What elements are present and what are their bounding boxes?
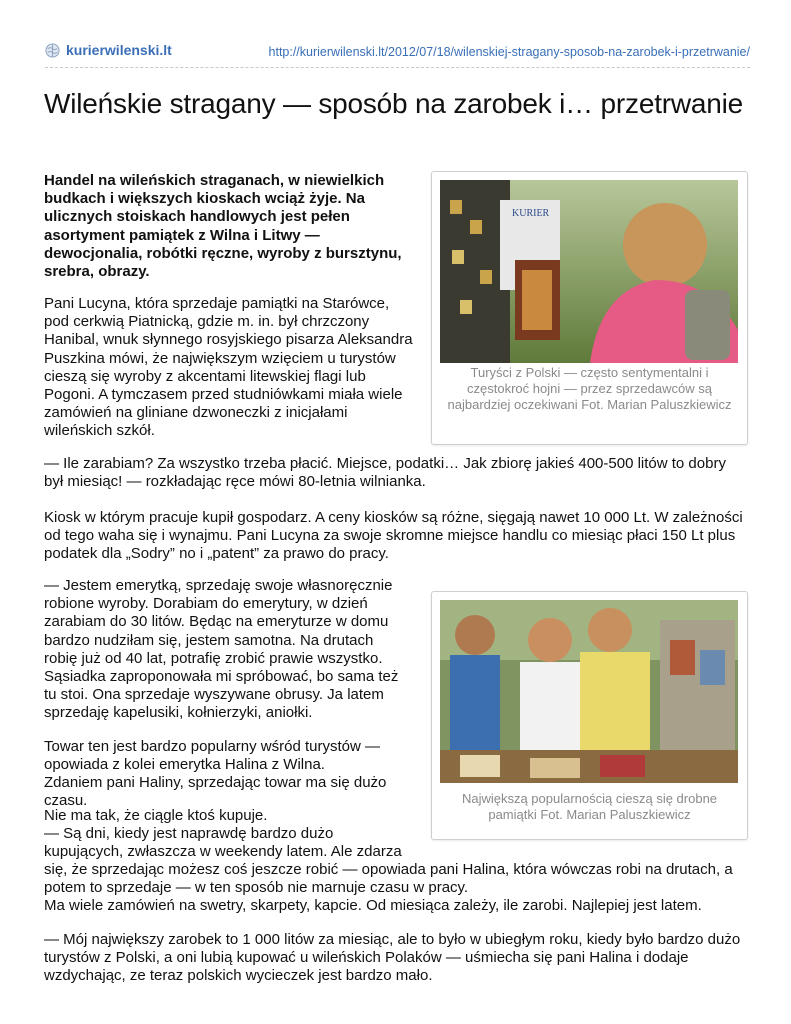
- globe-icon: [45, 43, 60, 58]
- paragraph-lucyna: Pani Lucyna, która sprzedaje pamiątki na Starówce, pod cerkwią Piatnicką, gdzie m. in. był chrzczony Hanibal, wnuk słynnego rosyjskiego pisarza Aleksandra Puszkina mówi, że największym wzięciem u turystów cieszą się wyroby z akcentami litewskiej flagi lub Pogoni. A tymczasem przed studniówkami miała wiele zamówień na gliniane dzwoneczki z inicjałami wileńskich szkół.: [44, 295, 413, 440]
- article-url-link[interactable]: http://kurierwilenski.lt/2012/07/18/wilenskiej-stragany-sposob-na-zarobek-i-przetrwanie/: [268, 45, 750, 59]
- paragraph-halina-buyers: Nie ma tak, że ciągle ktoś kupuje.: [44, 807, 268, 824]
- page-header: [45, 42, 750, 64]
- figure-tourists: [431, 171, 748, 445]
- article-lead: Handel na wileńskich straganach, w niewielkich budkach i większych kioskach wciąż żyje. Na ulicznych stoiskach handlowych jest pełen asortyment pamiątek z Wilna i Litwy — dewocjonalia, robótki ręczne, wyroby z bursztynu, srebra, obrazy.: [44, 172, 402, 281]
- paragraph-halina-weekends: — Są dni, kiedy jest naprawdę bardzo dużo kupujących, zwłaszcza w weekendy latem. Ale zdarza: [44, 825, 402, 861]
- photo-souvenirs: [440, 600, 738, 783]
- paragraph-kiosk: Kiosk w którym pracuje kupił gospodarz. A ceny kiosków są różne, sięgają nawet 10 000 Lt. W zależności od tego waha się i wynajmu. Pani Lucyna za swoje skromne miejsce handlu co miesiąc płaci 150 Lt plus podatek dla „Sodry” no i „patent” za prawo do pracy.: [44, 509, 743, 563]
- paragraph-halina-orders: Ma wiele zamówień na swetry, skarpety, kapcie. Od miesiąca zależy, ile zarobi. Najlepiej jest latem.: [44, 897, 702, 914]
- site-logo[interactable]: [45, 42, 172, 58]
- article-title: Wileńskie stragany — sposób na zarobek i… przetrwanie: [44, 88, 744, 119]
- paragraph-halina-intro: Towar ten jest bardzo popularny wśród turystów — opowiada z kolei emerytka Halina z Wilna.: [44, 738, 380, 774]
- paragraph-halina-time: Zdaniem pani Haliny, sprzedając towar ma się dużo czasu.: [44, 774, 387, 810]
- paragraph-halina-best-earnings: — Mój największy zarobek to 1 000 litów za miesiąc, ale to było w ubiegłym roku, kiedy było bardzo dużo turystów z Polski, a oni lubią kupować u wileńskich Polaków — uśmiecha się pani Halina i dodaje wzdychając, ze teraz polskich wycieczek jest bardzo mało.: [44, 931, 741, 985]
- paragraph-halina-knitting: się, że sprzedając możesz coś jeszcze robić — opowiada pani Halina, która wówczas robi na drutach, a potem to sprzedaje — w ten sposób nie marnuje czasu w pracy.: [44, 861, 733, 897]
- paragraph-earnings: — Ile zarabiam? Za wszystko trzeba płacić. Miejsce, podatki… Jak zbiorę jakieś 400-500 litów to dobry był miesiąc! — rozkładając ręce mówi 80-letnia wilnianka.: [44, 455, 726, 491]
- paragraph-pensioner: — Jestem emerytką, sprzedaję swoje własnoręcznie robione wyroby. Dorabiam do emerytury, w dzień zarabiam do 30 litów. Będąc na emeryturze w domu bardzo nudziłam się, jestem samotna. Na drutach robię już od 40 lat, potrafię zrobić prawie wszystko. Sąsiadka zaproponowała mi spróbować, bo sama też tu stoi. Ona sprzedaje wyszywane obrusy. Ja latem sprzedaję kapelusiki, kołnierzyki, aniołki.: [44, 577, 399, 722]
- figure-souvenirs-caption: Największą popularnością cieszą się drobne pamiątki Fot. Marian Paluszkiewicz: [461, 791, 718, 822]
- photo-tourists: [440, 180, 738, 363]
- header-divider: [45, 67, 750, 68]
- site-name[interactable]: kurierwilenski.lt: [66, 42, 172, 58]
- figure-souvenirs: [431, 591, 748, 840]
- photo-newspaper-label: KURIER: [512, 208, 550, 219]
- figure-tourists-caption: Turyści z Polski — często sentymentalni i częstokroć hojni — przez sprzedawców są najbardziej oczekiwani Fot. Marian Paluszkiewicz: [447, 365, 732, 412]
